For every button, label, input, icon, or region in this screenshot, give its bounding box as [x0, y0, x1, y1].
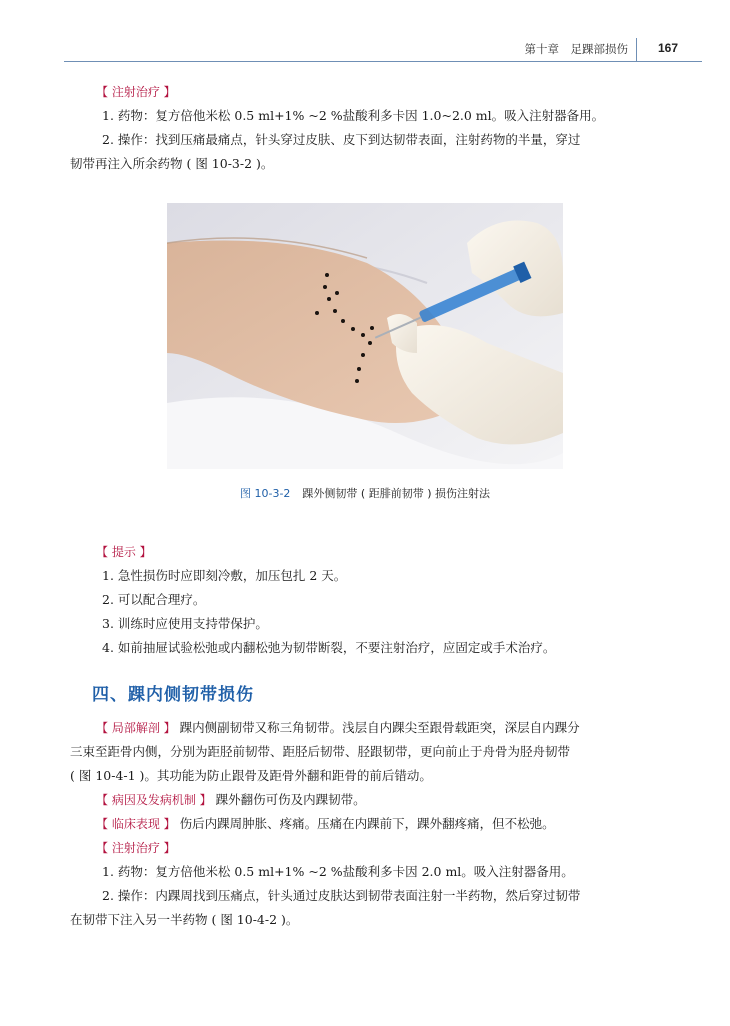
tip-item: 1. 急性损伤时应即刻冷敷，加压包扎 2 天。 [102, 568, 347, 583]
header-rule [64, 61, 702, 62]
tips-section [70, 540, 665, 660]
medial-ligament-section [70, 716, 665, 932]
figure-caption [0, 485, 730, 501]
header-divider [636, 38, 637, 62]
figure-photo-ankle-injection [167, 203, 563, 469]
anatomy-line1: 踝内侧副韧带又称三角韧带。浅层自内踝尖至跟骨载距突，深层自内踝分 [179, 720, 580, 735]
anatomy-line3: ( 图 10-4-1 )。其功能为防止跟骨及距骨外翻和距骨的前后错动。 [70, 768, 432, 783]
injection-label-2: 【 注射治疗 】 [96, 841, 176, 855]
figure-number: 图 10-3-2 [239, 487, 291, 500]
chapter-title: 第十章 足踝部损伤 [524, 42, 628, 56]
tip-item: 4. 如前抽屉试验松弛或内翻松弛为韧带断裂，不要注射治疗，应固定或手术治疗。 [102, 640, 556, 655]
tip-item: 2. 可以配合理疗。 [102, 592, 206, 607]
injection-section-1 [70, 80, 665, 176]
injection-drug-2: 1. 药物：复方倍他米松 0.5 ml+1% ~2 %盐酸利多卡因 2.0 ml。吸入注射器备用。 [102, 864, 574, 879]
clinical-label: 【 临床表现 】 [96, 817, 176, 831]
mechanism-text: 踝外翻伤可伤及内踝韧带。 [215, 792, 366, 807]
running-header [64, 38, 702, 62]
injection-op-1b: 韧带再注入所余药物 ( 图 10-3-2 )。 [70, 156, 274, 171]
tips-label: 【 提示 】 [96, 545, 152, 559]
injection-label-1: 【 注射治疗 】 [96, 85, 176, 99]
injection-op-1a: 2. 操作：找到压痛最痛点，针头穿过皮肤、皮下到达韧带表面，注射药物的半量，穿过 [102, 132, 581, 147]
figure-title: 踝外侧韧带 ( 距腓前韧带 ) 损伤注射法 [302, 487, 490, 500]
clinical-text: 伤后内踝周肿胀、疼痛。压痛在内踝前下，踝外翻疼痛，但不松弛。 [179, 816, 555, 831]
page-number: 167 [657, 41, 678, 55]
anatomy-line2: 三束至距骨内侧，分别为距胫前韧带、距胫后韧带、胫跟韧带，更向前止于舟骨为胫舟韧带 [70, 744, 571, 759]
injection-op-2b: 在韧带下注入另一半药物 ( 图 10-4-2 )。 [70, 912, 299, 927]
section-title: 四、踝内侧韧带损伤 [92, 685, 254, 705]
injection-drug-1: 1. 药物：复方倍他米松 0.5 ml+1% ~2 %盐酸利多卡因 1.0~2.0 ml。吸入注射器备用。 [102, 108, 605, 123]
injection-op-2a: 2. 操作：内踝周找到压痛点，针头通过皮肤达到韧带表面注射一半药物，然后穿过韧带 [102, 888, 581, 903]
anatomy-label: 【 局部解剖 】 [96, 721, 176, 735]
tip-item: 3. 训练时应使用支持带保护。 [102, 616, 268, 631]
mechanism-label: 【 病因及发病机制 】 [96, 793, 212, 807]
ankle-injection-photo [167, 203, 563, 469]
